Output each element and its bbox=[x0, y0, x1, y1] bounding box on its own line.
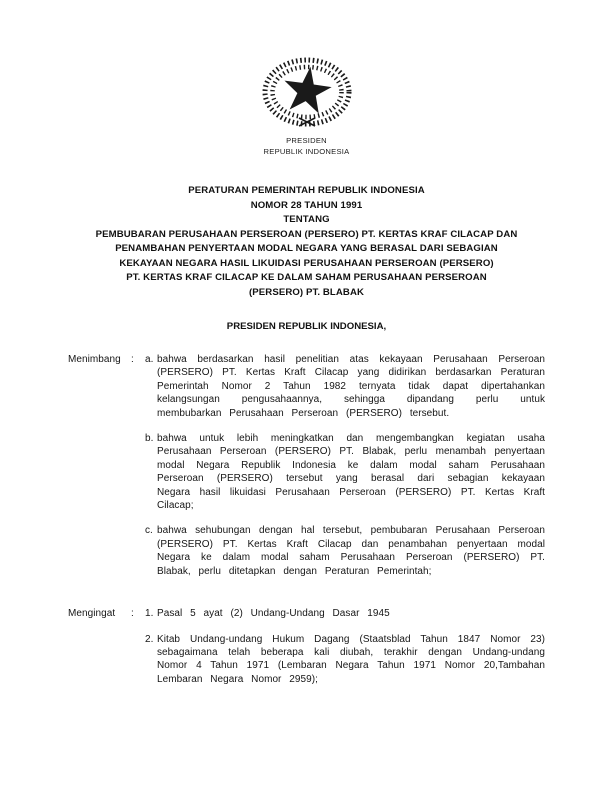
document-header bbox=[68, 0, 545, 157]
regulation-subject-line: PENAMBAHAN PENYERTAAN MODAL NEGARA YANG BERASAL DARI SEBAGIAN bbox=[115, 243, 498, 254]
considering-label: Menimbang bbox=[68, 354, 121, 365]
considering-separator: : bbox=[131, 354, 134, 365]
regulation-subject-line: KEKAYAAN NEGARA HASIL LIKUIDASI PERUSAHAAN PERSEROAN (PERSERO) bbox=[119, 257, 494, 269]
institution-name-line1: PRESIDEN bbox=[286, 136, 327, 145]
regulation-subject-line: (PERSERO) PT. BLABAK bbox=[249, 286, 364, 298]
recalling-separator: : bbox=[131, 608, 134, 620]
considering-section bbox=[68, 353, 545, 578]
recalling-item-marker: 1. bbox=[145, 608, 154, 620]
considering-item-marker: b. bbox=[145, 433, 154, 445]
considering-item-text: bahwa berdasarkan hasil penelitian atas kekayaan Perusahaan Perseroan (PERSERO) PT. Kertas Kraft Cilacap yang didirikan berdasarkan Peraturan Pemerintah Nomor 2 Tahun 1982 ternyata tidak dapat dipertahankan kelangsungan pengusahaannya, sehingga dipandang perlu untuk membubarkan Perusahaan Perseroan (PERSERO) tersebut. bbox=[157, 354, 545, 419]
institution-name-line2: REPUBLIK INDONESIA bbox=[263, 146, 350, 156]
recalling-section bbox=[68, 607, 545, 686]
regulation-type-line: PERATURAN PEMERINTAH REPUBLIK INDONESIA bbox=[188, 185, 425, 196]
regulation-number-line: NOMOR 28 TAHUN 1991 bbox=[250, 199, 363, 211]
recalling-label: Mengingat bbox=[68, 608, 116, 620]
considering-item-text: bahwa untuk lebih meningkatkan dan mengembangkan kegiatan usaha Perusahaan Perseroan (PERSERO) PT. Blabak, perlu menambah penyertaan modal Negara Republik Indonesia ke dalam modal saham Perusahaan Perseroan (PERSERO) tersebut yang berasal dari sebagian kekayaan Negara hasil likuidasi Perusahaan Perseroan (PERSERO) PT. Kertas Kraft Cilacap; bbox=[157, 433, 545, 512]
considering-item-text: bahwa sehubungan dengan hal tersebut, pembubaran Perusahaan Perseroan (PERSERO) PT. Kertas Kraft Cilacap dan penambahan penyertaan modal Negara ke dalam modal saham Perusahaan Perseroan (PERSERO) PT. Blabak, perlu ditetapkan dengan Peraturan Pemerintah; bbox=[157, 525, 545, 577]
recalling-item-text: Pasal 5 ayat (2) Undang-Undang Dasar 1945 bbox=[157, 608, 390, 620]
regulation-about-line: TENTANG bbox=[283, 214, 330, 225]
regulation-title-block bbox=[68, 184, 545, 300]
regulation-subject-line: PT. KERTAS KRAF CILACAP KE DALAM SAHAM PERUSAHAAN PERSEROAN bbox=[126, 272, 487, 283]
recalling-item-text: Kitab Undang-undang Hukum Dagang (Staatsblad Tahun 1847 Nomor 23) sebagaimana telah beberapa kali diubah, terakhir dengan Undang-undang Nomor 4 Tahun 1971 (Lembaran Negara Tahun 1971 Nomor 20,Tambahan Lembaran Negara Nomor 2959); bbox=[157, 633, 545, 685]
salutation-line: PRESIDEN REPUBLIK INDONESIA, bbox=[226, 321, 387, 332]
regulation-subject-line: PEMBUBARAN PERUSAHAAN PERSEROAN (PERSERO) PT. KERTAS KRAF CILACAP DAN bbox=[95, 228, 518, 240]
considering-item-marker: a. bbox=[145, 354, 154, 365]
star-wreath-emblem-icon bbox=[259, 56, 355, 130]
considering-item-marker: c. bbox=[145, 525, 153, 537]
recalling-item-marker: 2. bbox=[145, 633, 154, 645]
